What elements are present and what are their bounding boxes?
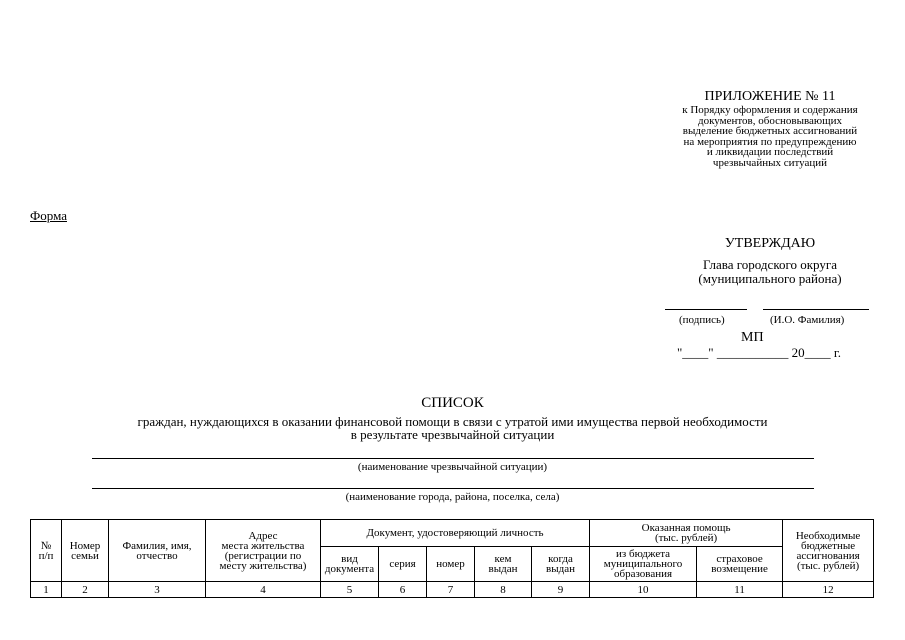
table-column-numbers-row	[31, 582, 874, 598]
column-number: 6	[379, 582, 427, 598]
header-insurance: страховое возмещение	[697, 547, 783, 582]
column-number: 8	[475, 582, 532, 598]
emergency-name-line	[92, 458, 814, 459]
column-number: 2	[62, 582, 109, 598]
seal-label: МП	[741, 330, 764, 345]
header-required-allocations: Необходимые бюджетные ассигнования (тыс. рублей)	[783, 520, 874, 582]
name-line	[763, 309, 869, 310]
column-number: 5	[321, 582, 379, 598]
column-number: 11	[697, 582, 783, 598]
appendix-heading: ПРИЛОЖЕНИЕ № 11	[704, 89, 836, 104]
header-municipal-budget: из бюджета муниципального образования	[590, 547, 697, 582]
subtitle-line1: граждан, нуждающихся в оказании финансовой помощи в связи с утратой ими имущества первой необходимости	[137, 414, 768, 429]
signature-line	[665, 309, 747, 310]
column-number: 10	[590, 582, 697, 598]
header-doc-type: вид документа	[321, 547, 379, 582]
citizens-table	[30, 519, 874, 598]
header-full-name: Фамилия, имя, отчество	[109, 520, 206, 582]
header-issued-by: кем выдан	[475, 547, 532, 582]
column-number: 3	[109, 582, 206, 598]
appendix-block	[640, 89, 900, 168]
appendix-line: чрезвычайных ситуаций	[712, 156, 828, 169]
approval-date-line: "____" ___________ 20____ г.	[677, 345, 841, 360]
approval-position-line2: (муниципального района)	[698, 271, 842, 286]
header-aid-group: Оказанная помощь (тыс. рублей)	[590, 520, 783, 547]
approval-position-line1: Глава городского округа	[703, 257, 837, 272]
column-number: 7	[427, 582, 475, 598]
form-label: Форма	[30, 208, 67, 223]
name-caption: (И.О. Фамилия)	[770, 314, 845, 326]
locality-name-caption: (наименование города, района, поселка, села)	[345, 491, 560, 503]
column-number: 12	[783, 582, 874, 598]
signature-caption: (подпись)	[679, 314, 725, 326]
header-number: номер	[427, 547, 475, 582]
appendix-line: выделение бюджетных ассигнований	[682, 125, 858, 137]
header-id-document-group: Документ, удостоверяющий личность	[321, 520, 590, 547]
appendix-line: документов, обосновывающих	[698, 114, 842, 127]
appendix-line: к Порядку оформления и содержания	[682, 104, 858, 116]
header-issued-when: когда выдан	[532, 547, 590, 582]
approval-title: УТВЕРЖДАЮ	[724, 236, 816, 251]
appendix-line: и ликвидации последствий	[706, 146, 834, 158]
document-title: СПИСОК	[421, 395, 484, 411]
approval-block	[650, 236, 890, 286]
column-number: 9	[532, 582, 590, 598]
document-subtitle	[0, 415, 905, 441]
table-header-row	[31, 520, 874, 547]
column-number: 4	[206, 582, 321, 598]
header-series: серия	[379, 547, 427, 582]
locality-name-line	[92, 488, 814, 489]
header-family-no: Номер семьи	[62, 520, 109, 582]
subtitle-line2: в результате чрезвычайной ситуации	[350, 427, 555, 442]
column-number: 1	[31, 582, 62, 598]
emergency-name-caption: (наименование чрезвычайной ситуации)	[357, 461, 548, 473]
header-num: № п/п	[31, 520, 62, 582]
header-address: Адрес места жительства (регистрации по месту жительства)	[206, 520, 321, 582]
appendix-line: на мероприятия по предупреждению	[683, 135, 857, 148]
